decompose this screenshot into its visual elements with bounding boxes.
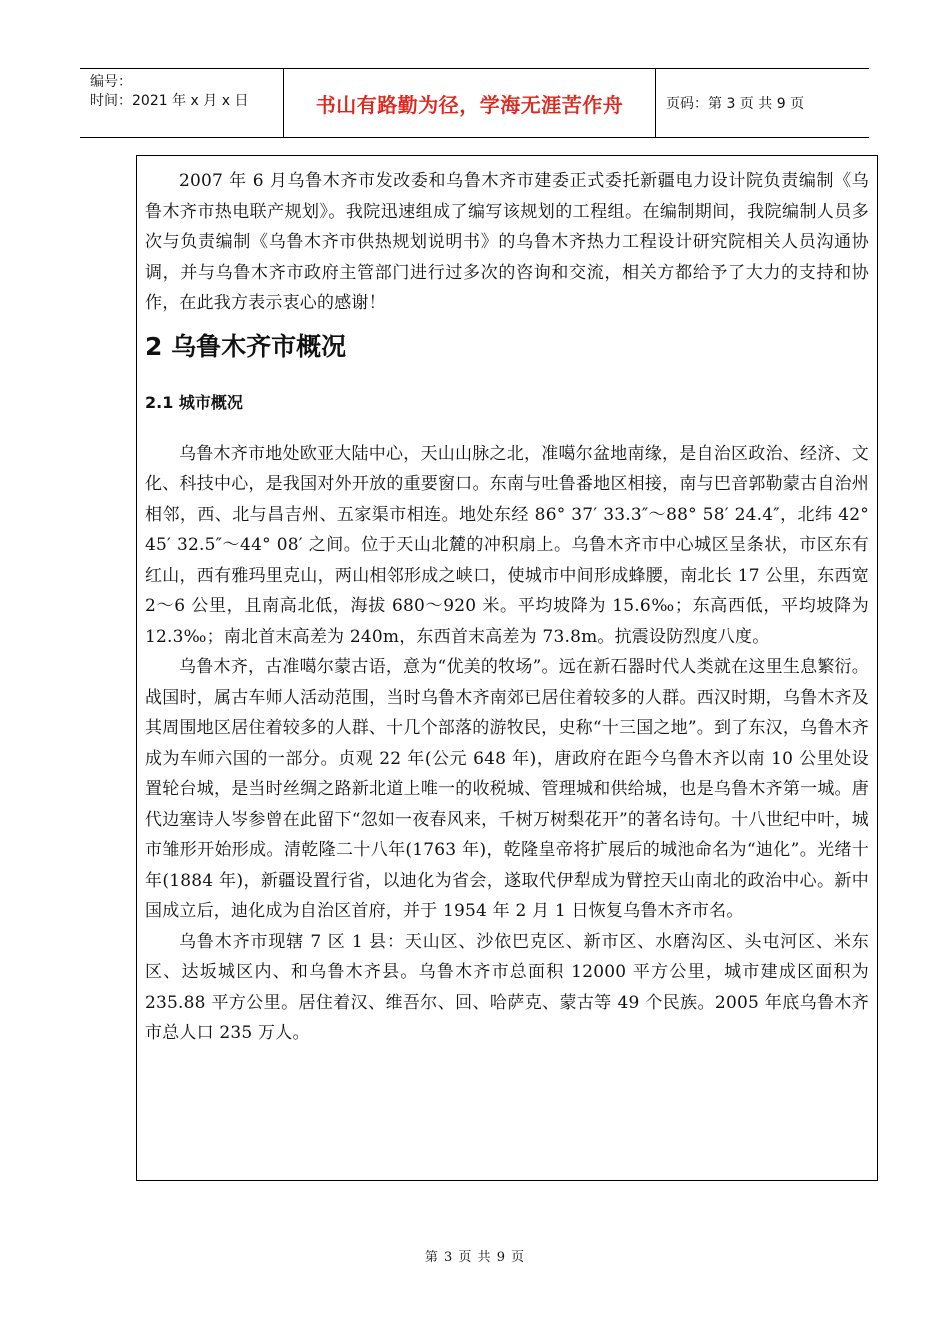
header-page-label: 页码：第 3 页 共 9 页	[666, 96, 805, 112]
intro-paragraph: 2007 年 6 月乌鲁木齐市发改委和乌鲁木齐市建委正式委托新疆电力设计院负责编制《乌鲁木齐市热电联产规划》。我院迅速组成了编写该规划的工程组。在编制期间，我院编制人员多次与负责编制《乌鲁木齐市供热规划说明书》的乌鲁木齐热力工程设计研究院相关人员沟通协调，并与乌鲁木齐市政府主管部门进行过多次的咨询和交流，相关方都给予了大力的支持和协作，在此我方表示衷心的感谢！	[145, 171, 869, 313]
content-box	[136, 155, 878, 1181]
number-label: 编号：	[90, 74, 132, 90]
page-footer: 第 3 页 共 9 页	[424, 1250, 526, 1265]
header-motto: 书山有路勤为径，学海无涯苦作舟	[283, 69, 656, 137]
document-header	[80, 68, 869, 138]
section-heading: 2 乌鲁木齐市概况	[145, 331, 347, 361]
body-paragraph-districts: 乌鲁木齐市现辖 7 区 1 县：天山区、沙依巴克区、新市区、水磨沟区、头屯河区、米东区、达坂城区内、和乌鲁木齐县。乌鲁木齐市总面积 12000 平方公里，城市建成区面积为 235.88 平方公里。居住着汉、维吾尔、回、哈萨克、蒙古等 49 个民族。2005 年底乌鲁木齐市总人口 235 万人。	[145, 931, 869, 1043]
time-label: 时间：2021 年 x 月 x 日	[90, 93, 249, 109]
body-paragraph-history: 乌鲁木齐，古准噶尔蒙古语，意为“优美的牧场”。远在新石器时代人类就在这里生息繁衍。战国时，属古车师人活动范围，当时乌鲁木齐南郊已居住着较多的人群。西汉时期，乌鲁木齐及其周围地区居住着较多的人群、十几个部落的游牧民，史称“十三国之地”。到了东汉，乌鲁木齐成为车师六国的一部分。贞观 22 年(公元 648 年)，唐政府在距今乌鲁木齐以南 10 公里处设置轮台城，是当时丝绸之路新北道上唯一的收税城、管理城和供给城，也是乌鲁木齐第一城。唐代边塞诗人岑参曾在此留下“忽如一夜春风来，千树万树梨花开”的著名诗句。十八世纪中叶，城市雏形开始形成。清乾隆二十八年(1763 年)，乾隆皇帝将扩展后的城池命名为“迪化”。光绪十年(1884 年)，新疆设置行省，以迪化为省会，遂取代伊犁成为臂控天山南北的政治中心。新中国成立后，迪化成为自治区首府，并于 1954 年 2 月 1 日恢复乌鲁木齐市名。	[145, 657, 869, 921]
body-paragraph-location: 乌鲁木齐市地处欧亚大陆中心，天山山脉之北，准噶尔盆地南缘，是自治区政治、经济、文化、科技中心，是我国对外开放的重要窗口。东南与吐鲁番地区相接，南与巴音郭勒蒙古自治州相邻，西、北与昌吉州、五家渠市相连。地处东经 86° 37′ 33.3″～88° 58′ 24.4″，北纬 42° 45′ 32.5″～44° 08′ 之间。位于天山北麓的冲积扇上。乌鲁木齐市中心城区呈条状，市区东有红山，西有雅玛里克山，两山相邻形成之峡口，使城市中间形成蜂腰，南北长 17 公里，东西宽 2～6 公里，且南高北低，海拔 680～920 米。平均坡降为 15.6‰；东高西低，平均坡降为 12.3‰；南北首末高差为 240m，东西首末高差为 73.8m。抗震设防烈度八度。	[145, 443, 869, 647]
header-meta	[80, 69, 283, 137]
subsection-heading: 2.1 城市概况	[145, 392, 243, 412]
